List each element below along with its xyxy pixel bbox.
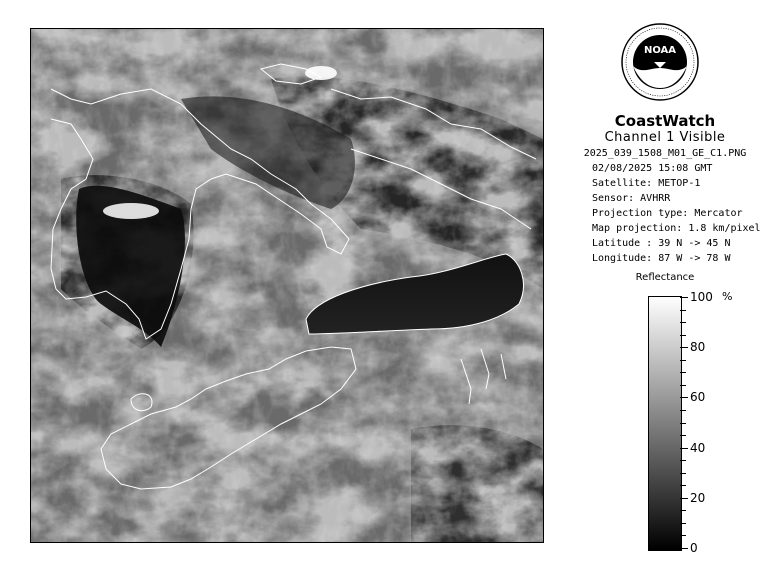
colorbar-tick-label: 100 — [690, 290, 713, 304]
sensor: Sensor: AVHRR — [592, 193, 671, 204]
product-title: CoastWatch — [614, 112, 716, 130]
datetime: 02/08/2025 15:08 GMT — [592, 163, 713, 174]
colorbar-tick — [680, 360, 686, 361]
colorbar-tick — [680, 335, 686, 336]
colorbar-tick-label: 40 — [690, 440, 706, 455]
colorbar-tick — [680, 460, 686, 461]
colorbar-tick-label: 20 — [690, 490, 706, 505]
satellite-image — [31, 29, 543, 542]
filename: 2025_039_1508_M01_GE_C1.PNG — [583, 148, 747, 159]
colorbar-tick — [680, 485, 686, 486]
colorbar-tick — [680, 523, 686, 524]
colorbar-tick — [680, 297, 688, 298]
noaa-logo — [620, 22, 700, 102]
colorbar-tick — [680, 397, 688, 398]
colorbar-tick — [680, 322, 686, 323]
projection-type: Projection type: Mercator — [592, 208, 743, 219]
colorbar-tick — [680, 423, 686, 424]
colorbar-tick — [680, 448, 688, 449]
satellite: Satellite: METOP-1 — [592, 178, 701, 189]
colorbar-tick-label: 60 — [690, 390, 706, 405]
info-panel — [560, 112, 770, 266]
noaa-logo-text: NOAA — [643, 45, 677, 56]
channel-label: Channel 1 Visible — [604, 130, 726, 145]
latitude: Latitude : 39 N -> 45 N — [592, 238, 731, 249]
legend-unit: % — [722, 290, 733, 303]
longitude: Longitude: 87 W -> 78 W — [592, 253, 731, 264]
colorbar-tick — [680, 410, 686, 411]
colorbar-tick — [680, 385, 686, 386]
colorbar-tick — [680, 310, 686, 311]
colorbar-tick — [680, 473, 686, 474]
reflectance-colorbar — [648, 296, 682, 551]
legend-label: Reflectance — [635, 272, 695, 283]
colorbar-tick — [680, 498, 688, 499]
colorbar-tick — [680, 548, 688, 549]
colorbar-tick — [680, 347, 688, 348]
satellite-map[interactable] — [30, 28, 544, 543]
colorbar-tick — [680, 372, 686, 373]
colorbar-tick — [680, 535, 686, 536]
map-projection: Map projection: 1.8 km/pixel — [592, 223, 761, 234]
colorbar-tick-label: 80 — [690, 340, 706, 355]
colorbar-tick — [680, 510, 686, 511]
colorbar-tick-label: 0 — [690, 541, 698, 555]
colorbar-tick — [680, 435, 686, 436]
